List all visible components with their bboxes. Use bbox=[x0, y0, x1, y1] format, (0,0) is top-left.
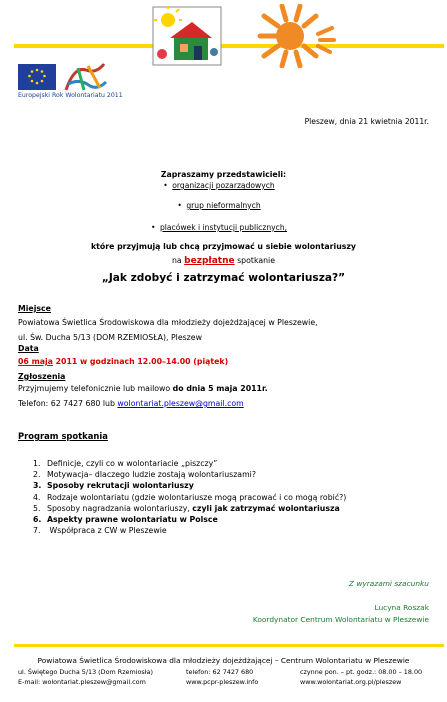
house-logo-icon bbox=[152, 6, 222, 66]
program-item: 6. Aspekty prawne wolontariatu w Polsce bbox=[33, 515, 218, 525]
registration-heading: Zgłoszenia bbox=[18, 372, 66, 381]
footer-volunteer-link[interactable]: www.wolontariat.org.pl/pleszew bbox=[300, 678, 402, 686]
program-item: 7. Współpraca z CW w Pleszewie bbox=[33, 526, 167, 536]
invitation-who: które przyjmują lub chcą przyjmować u siebie wolontariuszy bbox=[90, 242, 357, 251]
registration-line: Przyjmujemy telefonicznie lub mailowo do dnia 5 maja 2011r. bbox=[18, 384, 268, 393]
footer-yellow-bar bbox=[14, 644, 444, 647]
details-block bbox=[18, 303, 438, 409]
eu-logo-caption: Europejski Rok Wolontariatu 2011 bbox=[18, 92, 123, 99]
program-heading: Program spotkania bbox=[18, 431, 108, 441]
audience-item: • grup nieformalnych bbox=[0, 199, 447, 219]
footer-title: Powiatowa Świetlica Środowiskowa dla młodzieży dojeżdżającej – Centrum Wolontariatu w Pleszewie bbox=[37, 656, 410, 665]
header-yellow-bar bbox=[14, 44, 444, 48]
date-line: Pleszew, dnia 21 kwietnia 2011r. bbox=[304, 117, 429, 126]
place-heading: Miejsce bbox=[18, 304, 51, 313]
footer-website-link[interactable]: www.pcpr-pleszew.info bbox=[186, 678, 259, 686]
program-item: 2. Motywacja– dlaczego ludzie zostają wolontariuszami? bbox=[33, 470, 256, 480]
invitation-block bbox=[0, 170, 447, 179]
program-list bbox=[33, 458, 433, 536]
footer-phone: telefon: 62 7427 680 bbox=[186, 668, 254, 676]
place-line-2: ul. Św. Ducha 5/13 (DOM RZEMIOSŁA), Pleszew bbox=[18, 333, 202, 342]
coordinator-name: Lucyna Roszak bbox=[374, 603, 429, 612]
meeting-date: 06 maja 2011 w godzinach 12.00–14.00 (piątek) bbox=[18, 357, 229, 366]
program-item: 1. Definicje, czyli co w wolontariacie „piszczy” bbox=[33, 459, 218, 468]
place-line-1: Powiatowa Świetlica Środowiskowa dla młodzieży dojeżdżającej w Pleszewie, bbox=[18, 318, 318, 327]
eu-flag-icon bbox=[18, 64, 56, 90]
volunteer-year-logo-icon bbox=[60, 60, 110, 94]
date-heading: Data bbox=[18, 344, 39, 353]
registration-contact: Telefon: 62 7427 680 lub wolontariat.pleszew@gmail.com bbox=[18, 399, 244, 408]
email-link[interactable]: wolontariat.pleszew@gmail.com bbox=[117, 399, 244, 408]
program-item: 5. Sposoby nagradzania wolontariuszy, czyli jak zatrzymać wolontariusza bbox=[33, 503, 340, 513]
coordinator-role: Koordynator Centrum Wolontariatu w Pleszewie bbox=[252, 615, 429, 624]
footer-address: ul. Świętego Ducha 5/13 (Dom Rzemiosła) bbox=[18, 668, 153, 676]
meeting-line: na bezpłatne spotkanie bbox=[171, 256, 276, 266]
sun-hand-logo-icon bbox=[256, 4, 336, 68]
program-item: 3. Sposoby rekrutacji wolontariuszy bbox=[33, 481, 194, 491]
audience-item: • placówek i instytucji publicznych, bbox=[0, 219, 447, 237]
audience-list bbox=[0, 181, 447, 237]
meeting-title: „Jak zdobyć i zatrzymać wolontariusza?” bbox=[101, 272, 346, 284]
closing-regards: Z wyrazami szacunku bbox=[348, 579, 429, 588]
program-item: 4. Rodzaje wolontariatu (gdzie wolontariusze mogą pracować i co mogą robić?) bbox=[33, 492, 347, 502]
footer-email[interactable]: E-mail: wolontariat.pleszew@gmail.com bbox=[18, 678, 146, 686]
audience-item: • organizacji pozarządowych bbox=[0, 181, 447, 199]
footer-hours: czynne pon. – pt. godz.: 08.00 – 18.00 bbox=[300, 668, 423, 676]
invitation-intro: Zapraszamy przedstawicieli: bbox=[160, 170, 287, 179]
